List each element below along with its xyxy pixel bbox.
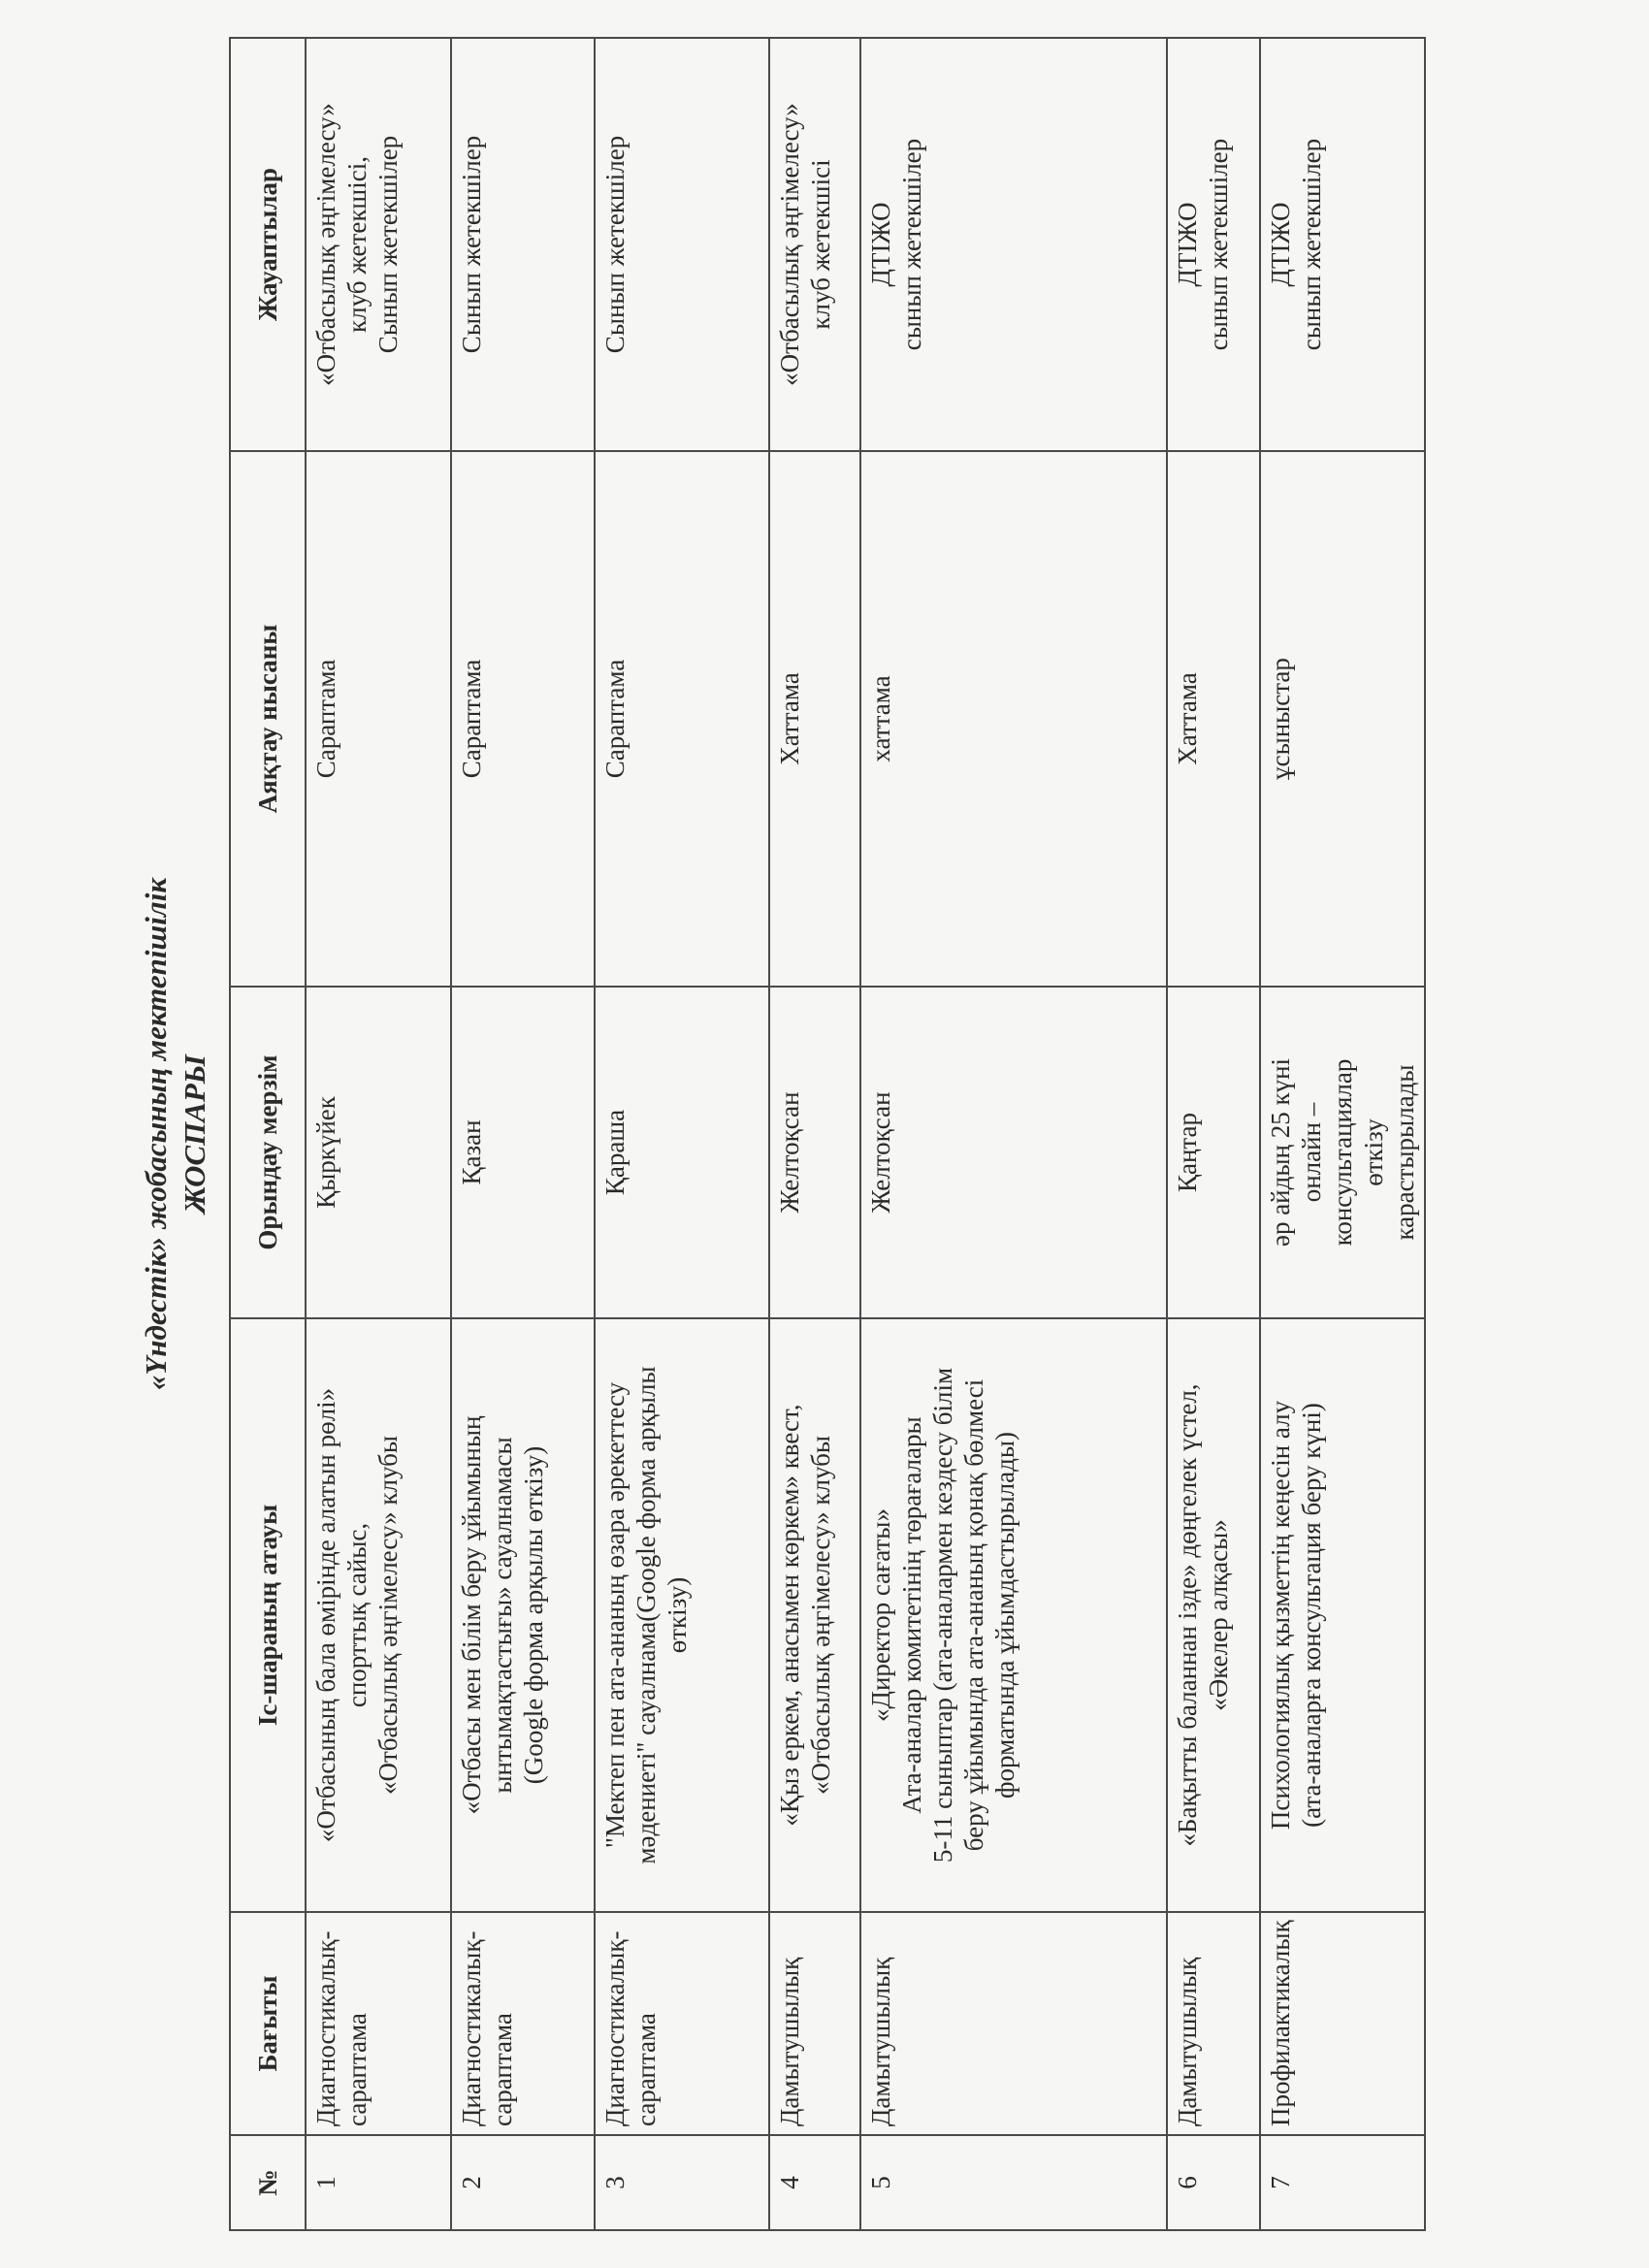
row-event: «Бақытты баланнан ізде» дөңгелек үстел, «Әкелер алқасы» (1167, 1318, 1260, 1912)
header-direction: Бағыты (230, 1912, 306, 2135)
row-number: 1 (306, 2135, 451, 2230)
row-number: 4 (769, 2135, 860, 2230)
header-term: Орындау мерзім (230, 987, 306, 1318)
row-completion-form: хаттама (860, 451, 1167, 987)
header-event: Іс-шараның атауы (230, 1318, 306, 1912)
plan-table (229, 37, 1426, 2231)
row-responsible: ДТІЖО сынып жетекшілер (1260, 38, 1425, 451)
row-term: Қаңтар (1167, 987, 1260, 1318)
row-completion-form: Сараптама (306, 451, 451, 987)
row-event: «Қыз еркем, анасымен көркем» квест, «Отбасылық әңгімелесу» клубы (769, 1318, 860, 1912)
header-number: № (230, 2135, 306, 2230)
row-responsible: «Отбасылық әңгімелесу» клуб жетекшісі, Сынып жетекшілер (306, 38, 451, 451)
row-direction: Диагностикалық- сараптама (451, 1912, 595, 2135)
row-term: Қараша (595, 987, 769, 1318)
table-row (451, 38, 595, 2230)
row-event: «Отбасы мен білім беру ұйымының ынтымақтастығы» сауалнамасы (Google форма арқылы өткізу) (451, 1318, 595, 1912)
table-row (1167, 38, 1260, 2230)
table-header-row (230, 38, 306, 2230)
row-completion-form: ұсыныстар (1260, 451, 1425, 987)
document-title: «Үндестік» жобасының мектепішілік (139, 877, 173, 1391)
row-responsible: ДТІЖО сынып жетекшілер (1167, 38, 1260, 451)
row-completion-form: Сараптама (451, 451, 595, 987)
row-term: әр айдың 25 күні онлайн – консультациялар өткізу карастырылады (1260, 987, 1425, 1318)
row-completion-form: Хаттама (769, 451, 860, 987)
row-number: 5 (860, 2135, 1167, 2230)
table-row (769, 38, 860, 2230)
row-completion-form: Сараптама (595, 451, 769, 987)
row-direction: Дамытушылық (769, 1912, 860, 2135)
header-completion-form: Аяқтау нысаны (230, 451, 306, 987)
row-number: 2 (451, 2135, 595, 2230)
row-responsible: Сынып жетекшілер (595, 38, 769, 451)
table-row (1260, 38, 1425, 2230)
row-term: Қазан (451, 987, 595, 1318)
table-row (860, 38, 1167, 2230)
row-responsible: «Отбасылық әңгімелесу» клуб жетекшісі (769, 38, 860, 451)
row-number: 6 (1167, 2135, 1260, 2230)
row-direction: Диагностикалық- сараптама (306, 1912, 451, 2135)
row-event: Психологиялық қызметтің кеңесін алу (ата-аналарға консультация беру күні) (1260, 1318, 1425, 1912)
row-term: Желтоқсан (769, 987, 860, 1318)
document-subtitle: ЖОСПАРЫ (178, 1054, 211, 1214)
row-completion-form: Хаттама (1167, 451, 1260, 987)
row-term: Қыркүйек (306, 987, 451, 1318)
table-row (306, 38, 451, 2230)
header-responsible: Жауаптылар (230, 38, 306, 451)
row-number: 7 (1260, 2135, 1425, 2230)
row-responsible: Сынып жетекшілер (451, 38, 595, 451)
row-event: «Отбасының бала өмірінде алатын рөлі» спорттық сайыс, «Отбасылық әңгімелесу» клубы (306, 1318, 451, 1912)
row-number: 3 (595, 2135, 769, 2230)
row-event: «Директор сағаты» Ата-аналар комитетінің төрағалары 5-11 сыныптар (ата-аналармен кездесу білім беру ұйымында ата-ананың қонақ бөлмесі форматында ұйымдастырылады) (860, 1318, 1167, 1912)
row-direction: Дамытушылық (860, 1912, 1167, 2135)
row-term: Желтоқсан (860, 987, 1167, 1318)
table-row (595, 38, 769, 2230)
row-responsible: ДТІЖО сынып жетекшілер (860, 38, 1167, 451)
row-direction: Профилактикалық (1260, 1912, 1425, 2135)
row-event: "Мектеп пен ата-ананың өзара әрекеттесу мәдениеті" сауалнама(Google форма арқылы өткізу) (595, 1318, 769, 1912)
row-direction: Диагностикалық- сараптама (595, 1912, 769, 2135)
row-direction: Дамытушылық (1167, 1912, 1260, 2135)
